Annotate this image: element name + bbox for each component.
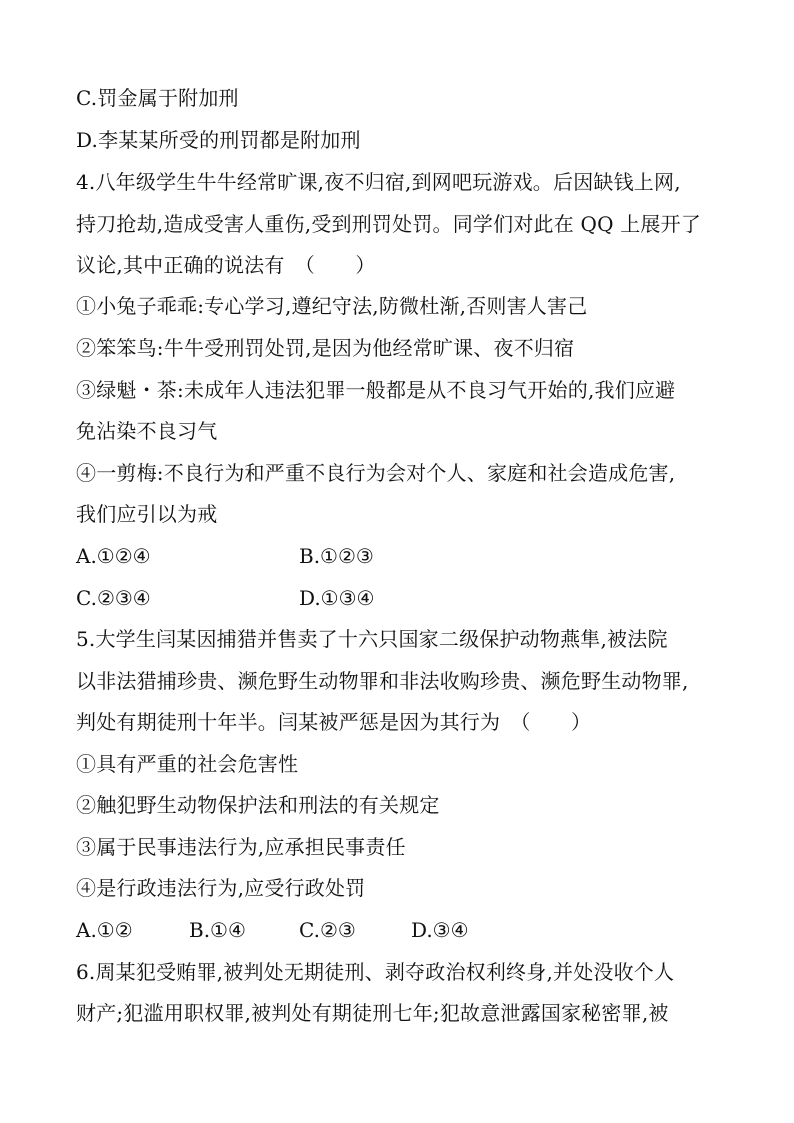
q5-statement-3: ③属于民事违法行为,应承担民事责任 bbox=[76, 835, 406, 859]
q4-stem-line-3: 议论,其中正确的说法有 （ ） bbox=[76, 253, 376, 277]
q4-option-d: D.①③④ bbox=[299, 586, 375, 610]
q4-option-a: A.①②④ bbox=[76, 544, 151, 568]
q4-statement-4-cont: 我们应引以为戒 bbox=[76, 502, 218, 526]
q6-stem-line-1: 6.周某犯受贿罪,被判处无期徒刑、剥夺政治权利终身,并处没收个人 bbox=[76, 960, 675, 984]
q5-stem-line-3: 判处有期徒刑十年半。闫某被严惩是因为其行为 （ ） bbox=[76, 710, 592, 734]
q4-statement-3: ③绿魁・茶:未成年人违法犯罪一般都是从不良习气开始的,我们应避 bbox=[76, 378, 676, 402]
q4-stem-line-2: 持刀抢劫,造成受害人重伤,受到刑罚处罚。同学们对此在 QQ 上展开了 bbox=[76, 212, 702, 236]
q5-statement-4: ④是行政违法行为,应受行政处罚 bbox=[76, 876, 366, 900]
q3-option-c: C.罚金属于附加刑 bbox=[76, 86, 239, 110]
q5-option-d: D.③④ bbox=[411, 918, 469, 942]
q5-option-c: C.②③ bbox=[299, 918, 356, 942]
q4-stem-line-1: 4.八年级学生牛牛经常旷课,夜不归宿,到网吧玩游戏。后因缺钱上网, bbox=[76, 170, 681, 194]
q5-stem-line-1: 5.大学生闫某因捕猎并售卖了十六只国家二级保护动物燕隼,被法院 bbox=[76, 627, 668, 651]
q4-statement-2: ②笨笨鸟:牛牛受刑罚处罚,是因为他经常旷课、夜不归宿 bbox=[76, 336, 575, 360]
q5-statement-1: ①具有严重的社会危害性 bbox=[76, 752, 299, 776]
q5-statement-2: ②触犯野生动物保护法和刑法的有关规定 bbox=[76, 793, 440, 817]
q4-statement-3-cont: 免沾染不良习气 bbox=[76, 419, 218, 443]
q5-option-a: A.①② bbox=[76, 918, 133, 942]
q6-stem-line-2: 财产;犯滥用职权罪,被判处有期徒刑七年;犯故意泄露国家秘密罪,被 bbox=[76, 1001, 669, 1025]
q5-option-b: B.①④ bbox=[189, 918, 246, 942]
q3-option-d: D.李某某所受的刑罚都是附加刑 bbox=[76, 128, 361, 152]
q4-option-b: B.①②③ bbox=[299, 544, 374, 568]
q4-statement-1: ①小兔子乖乖:专心学习,遵纪守法,防微杜渐,否则害人害己 bbox=[76, 294, 588, 318]
q5-stem-line-2: 以非法猎捕珍贵、濒危野生动物罪和非法收购珍贵、濒危野生动物罪, bbox=[76, 669, 689, 693]
q4-statement-4: ④一剪梅:不良行为和严重不良行为会对个人、家庭和社会造成危害, bbox=[76, 461, 676, 485]
q4-option-c: C.②③④ bbox=[76, 586, 151, 610]
